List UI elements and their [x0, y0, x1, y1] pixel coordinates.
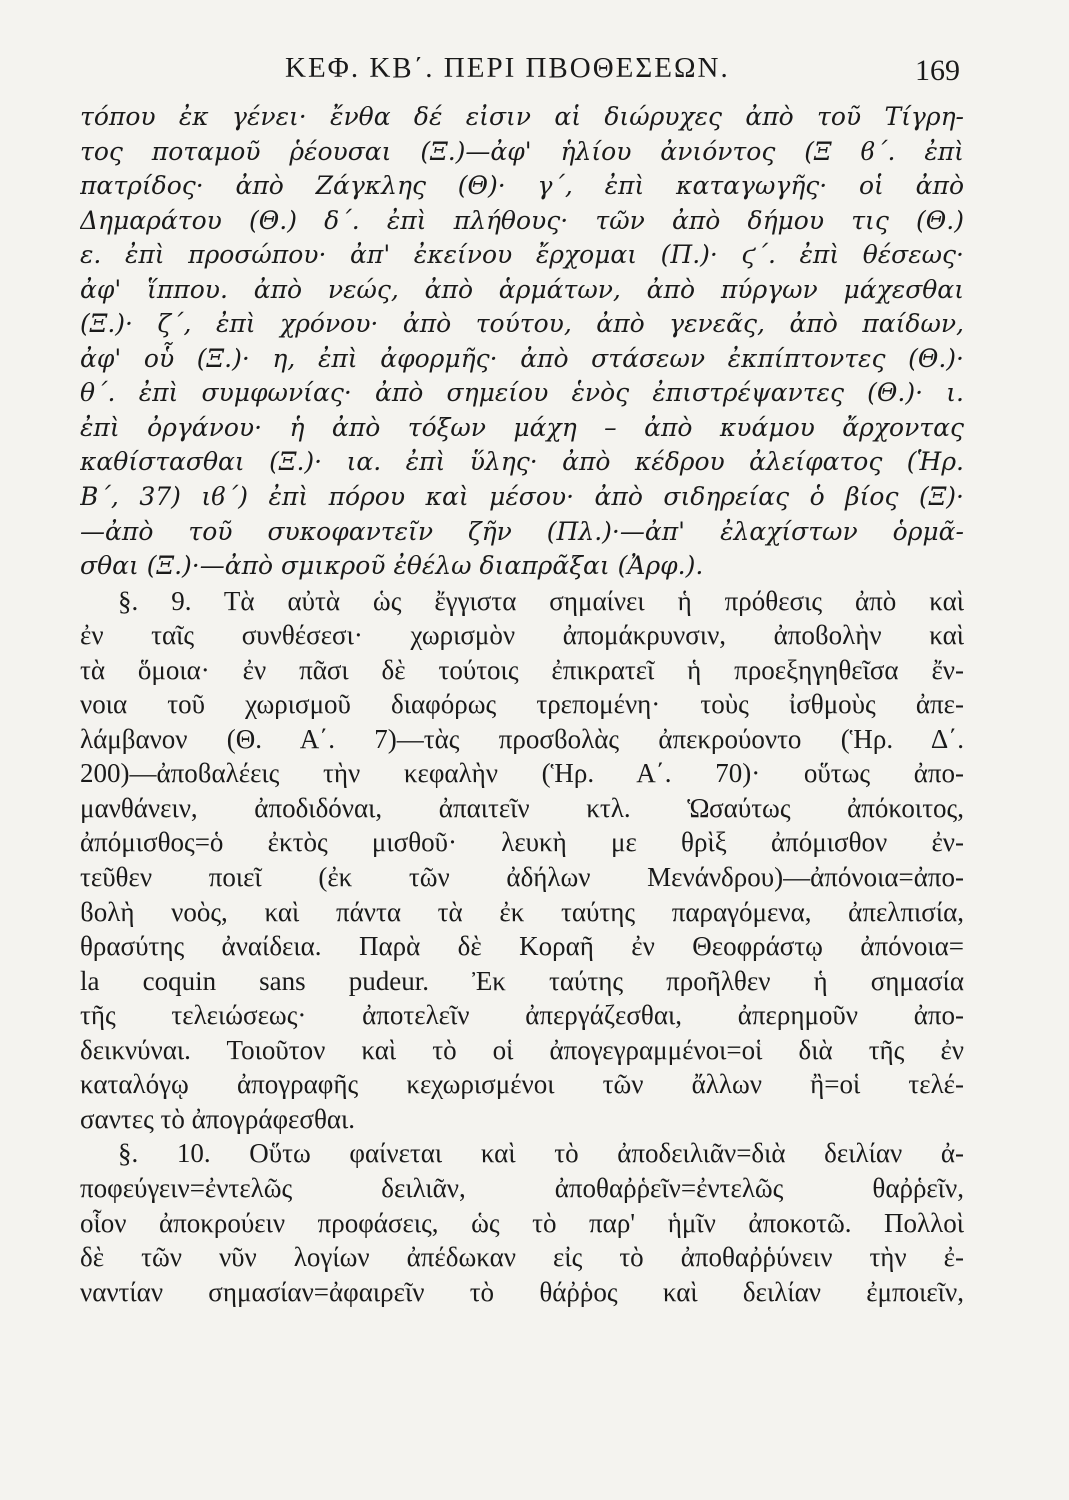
text-line: θρασύτης ἀναίδεια. Παρὰ δὲ Κοραῆ ἐν Θεοφράστῳ ἀπόνοια=: [80, 931, 964, 962]
text-line: δεικνύναι. Τοιοῦτον καὶ τὸ οἱ ἀπογεγραμμένοι=οἱ διὰ τῆς ἐν: [80, 1034, 964, 1065]
text-line: καταλόγῳ ἀπογραφῆς κεχωρισμένοι τῶν ἄλλων ἢ=οἱ τελέ-: [80, 1069, 964, 1100]
text-line: σθαι (Ξ.)·—ἀπὸ σμικροῦ ἐθέλω διαπρᾶξαι (Ἀρφ.).: [80, 551, 704, 581]
body-text: [80, 100, 964, 1309]
section-10-first-line: §. 10. Οὕτω φαίνεται καὶ τὸ ἀποδειλιᾶν=διὰ δειλίαν ἀ-: [118, 1138, 964, 1169]
text-line: λάμβανον (Θ. Α΄. 7)—τὰς προσϐολὰς ἀπεκρούοντο (Ἡρ. Δ΄.: [80, 723, 964, 754]
text-line: μανθάνειν, ἀποδιδόναι, ἀπαιτεῖν κτλ. Ὡσαύτως ἀπόκοιτος,: [80, 792, 964, 823]
text-line: θ΄. ἐπὶ συμφωνίας· ἀπὸ σημείου ἑνὸς ἐπιστρέψαντες (Θ.)· ι.: [80, 378, 964, 408]
text-line: σαντες τὸ ἀπογράφεσθαι.: [80, 1103, 356, 1134]
text-line: ϐολὴ νοὸς, καὶ πάντα τὰ ἐκ ταύτης παραγόμενα, ἀπελπισία,: [80, 896, 964, 927]
text-line: (Ξ.)· ζ΄, ἐπὶ χρόνου· ἀπὸ τούτου, ἀπὸ γενεᾶς, ἀπὸ παίδων,: [80, 309, 964, 339]
text-line: ε. ἐπὶ προσώπου· ἀπ' ἐκείνου ἔρχομαι (Π.)· ϛ΄. ἐπὶ θέσεως·: [80, 240, 964, 270]
text-line: Δημαράτου (Θ.) δ΄. ἐπὶ πλήθους· τῶν ἀπὸ δήμου τις (Θ.): [80, 205, 964, 235]
page-number: 169: [915, 54, 960, 87]
text-line: καθίστασθαι (Ξ.)· ια. ἐπὶ ὕλης· ἀπὸ κέδρου ἀλείφατος (Ἡρ.: [80, 447, 964, 477]
text-line: πατρίδος· ἀπὸ Ζάγκλης (Θ)· γ΄, ἐπὶ καταγωγῆς· οἱ ἀπὸ: [80, 171, 964, 201]
text-line: ἀφ' οὗ (Ξ.)· η, ἐπὶ ἀφορμῆς· ἀπὸ στάσεων ἐκπίπτοντες (Θ.)·: [80, 343, 964, 373]
text-line: ποφεύγειν=ἐντελῶς δειλιᾶν, ἀποθαῤῥεῖν=ἐντελῶς θαῤῥεῖν,: [80, 1172, 964, 1203]
text-line: 200)—ἀποϐαλέεις τὴν κεφαλὴν (Ἡρ. Α΄. 70)· οὕτως ἀπο-: [80, 758, 964, 789]
text-line: οἷον ἀποκρούειν προφάσεις, ὡς τὸ παρ' ἡμῖν ἀποκοτῶ. Πολλοὶ: [80, 1207, 964, 1238]
text-line: ἀφ' ἵππου. ἀπὸ νεώς, ἀπὸ ἁρμάτων, ἀπὸ πύργων μάχεσθαι: [80, 274, 964, 304]
text-line: ἀπόμισθος=ὁ ἐκτὸς μισθοῦ· λευκὴ με θρὶξ ἀπόμισθον ἐν-: [80, 827, 964, 858]
text-line: Β΄, 37) ιϐ΄) ἐπὶ πόρου καὶ μέσου· ἀπὸ σιδηρείας ὁ βίος (Ξ)·: [80, 482, 964, 512]
text-line: τος ποταμοῦ ῥέουσαι (Ξ.)—ἀφ' ἡλίου ἀνιόντος (Ξ ϐ΄. ἐπὶ: [80, 136, 964, 166]
text-line: ἐν ταῖς συνθέσεσι· χωρισμὸν ἀπομάκρυνσιν, ἀποϐολὴν καὶ: [80, 620, 964, 651]
text-line: ἐπὶ ὀργάνου· ἡ ἀπὸ τόξων μάχη – ἀπὸ κυάμου ἄρχοντας: [80, 412, 964, 442]
text-line: τὰ ὅμοια· ἐν πᾶσι δὲ τούτοις ἐπικρατεῖ ἡ προεξηγηθεῖσα ἔν-: [80, 654, 964, 685]
running-title: ΚΕΦ. ΚΒ΄. ΠΕΡΙ ΠΒΟΘΕΣΕΩΝ.: [285, 52, 730, 84]
text-line: ναντίαν σημασίαν=ἀφαιρεῖν τὸ θάῤῥος καὶ δειλίαν ἐμποιεῖν,: [80, 1276, 964, 1307]
section-9-first-line: §. 9. Τὰ αὐτὰ ὡς ἔγγιστα σημαίνει ἡ πρόθεσις ἀπὸ καὶ: [118, 585, 964, 616]
text-line: la coquin sans pudeur. Ἐκ ταύτης προῆλθεν ἡ σημασία: [80, 965, 964, 996]
text-line: τῆς τελειώσεως· ἀποτελεῖν ἀπεργάζεσθαι, ἀπερημοῦν ἀπο-: [80, 1000, 964, 1031]
text-line: δὲ τῶν νῦν λογίων ἀπέδωκαν εἰς τὸ ἀποθαῤῥύνειν τὴν ἐ-: [80, 1242, 964, 1273]
text-line: νοια τοῦ χωρισμοῦ διαφόρως τρεπομένη· τοὺς ἰσθμοὺς ἀπε-: [80, 689, 964, 720]
text-line: τεῦθεν ποιεῖ (ἐκ τῶν ἀδήλων Μενάνδρου)—ἀπόνοια=ἀπο-: [80, 862, 964, 893]
text-line: τόπου ἐκ γένει· ἔνθα δέ εἰσιν αἱ διώρυχες ἀπὸ τοῦ Τίγρη-: [80, 102, 964, 131]
text-line: —ἀπὸ τοῦ συκοφαντεῖν ζῆν (Πλ.)·—ἀπ' ἐλαχίστων ὁρμᾶ-: [80, 516, 964, 546]
page-header: [80, 52, 970, 96]
